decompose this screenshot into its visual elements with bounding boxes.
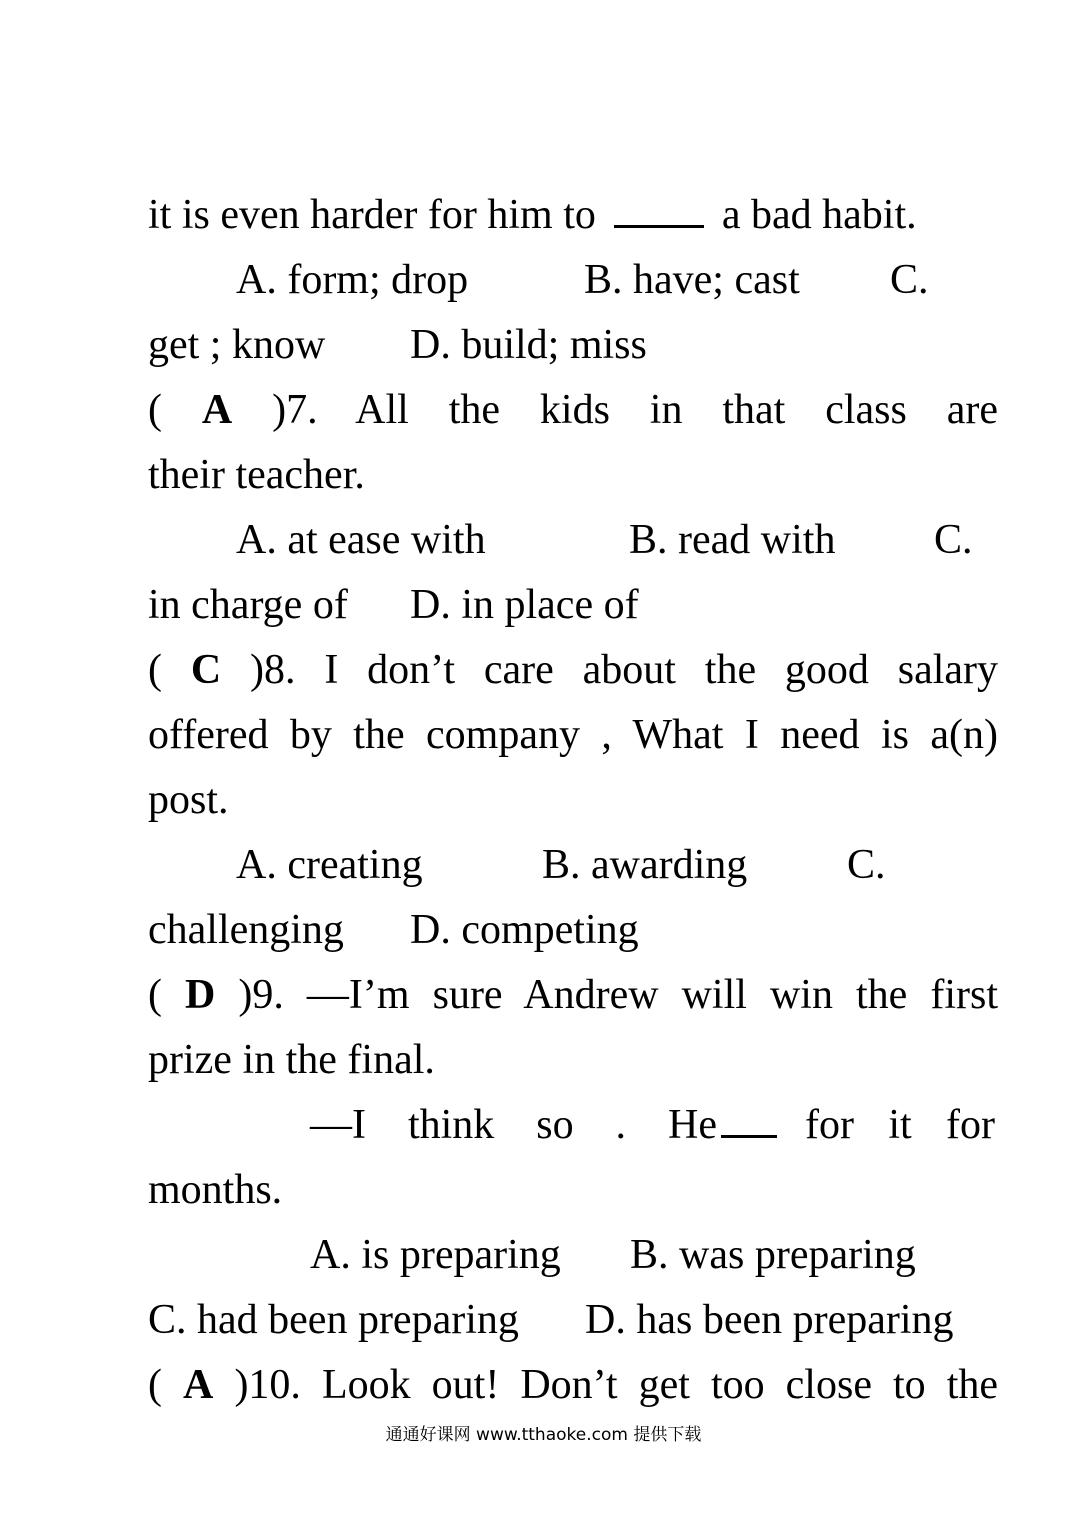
question-line [148, 1360, 998, 1410]
paren-open: ( [148, 387, 162, 433]
option-c: C. had been preparing [148, 1297, 519, 1343]
question-text: offered by the company , What I need is a(n) [148, 712, 998, 758]
question-line [148, 775, 998, 825]
question-text: prize in the final. [148, 1037, 435, 1083]
question-text: it is even harder for him to [148, 192, 596, 238]
option-c-label: C. [934, 517, 973, 563]
answer-key: A [183, 1362, 214, 1408]
question-text: their teacher. [148, 452, 365, 498]
option-b: B. was preparing [630, 1232, 916, 1278]
options-line [148, 1295, 998, 1345]
dialogue-text: —I think so . He [310, 1102, 717, 1148]
text-line [148, 190, 998, 240]
question-text: post. [148, 777, 229, 823]
question-text: )9. —I’m sure Andrew will win the first [238, 972, 998, 1018]
option-d: D. in place of [410, 582, 639, 628]
option-c: in charge of [148, 582, 348, 628]
answer-key: D [185, 972, 216, 1018]
question-line [148, 710, 998, 760]
option-a: A. creating [236, 842, 423, 888]
options-line [148, 320, 998, 370]
option-d: D. has been preparing [585, 1297, 954, 1343]
option-d: D. build; miss [410, 322, 647, 368]
dialogue-line [148, 1165, 998, 1215]
option-b: B. read with [629, 517, 836, 563]
dialogue-line [310, 1100, 998, 1150]
dialogue-text: for it for [805, 1102, 995, 1148]
question-text: a bad habit. [721, 192, 917, 238]
options-line [236, 840, 998, 890]
option-b: B. awarding [542, 842, 748, 888]
options-line [148, 905, 998, 955]
question-line [148, 385, 998, 435]
answer-key: A [201, 387, 233, 433]
answer-blank [721, 1101, 777, 1138]
paren-open: ( [148, 972, 162, 1018]
options-line [310, 1230, 998, 1280]
answer-blank [614, 191, 704, 228]
option-b: B. have; cast [584, 257, 800, 303]
answer-key: C [190, 647, 222, 693]
question-text: )10. Look out! Don’t get too close to the [234, 1362, 999, 1408]
paren-open: ( [148, 647, 162, 693]
option-d: D. competing [410, 907, 639, 953]
question-text: )7. All the kids in that class are [272, 387, 999, 433]
question-line [148, 1035, 998, 1085]
question-line [148, 450, 998, 500]
question-line [148, 970, 998, 1020]
option-a: A. at ease with [236, 517, 486, 563]
option-c: challenging [148, 907, 344, 953]
option-c-label: C. [847, 842, 886, 888]
option-a: A. form; drop [236, 257, 469, 303]
options-line [148, 580, 998, 630]
page-footer: 通通好课网 www.tthaoke.com 提供下载 [385, 1425, 702, 1445]
option-c-label: C. [890, 257, 929, 303]
options-line [236, 255, 998, 305]
option-a: A. is preparing [310, 1232, 561, 1278]
option-c: get ; know [148, 322, 326, 368]
options-line [236, 515, 998, 565]
dialogue-text: months. [148, 1167, 283, 1213]
paren-open: ( [148, 1362, 162, 1408]
question-text: )8. I don’t care about the good salary [250, 647, 999, 693]
question-line [148, 645, 998, 695]
